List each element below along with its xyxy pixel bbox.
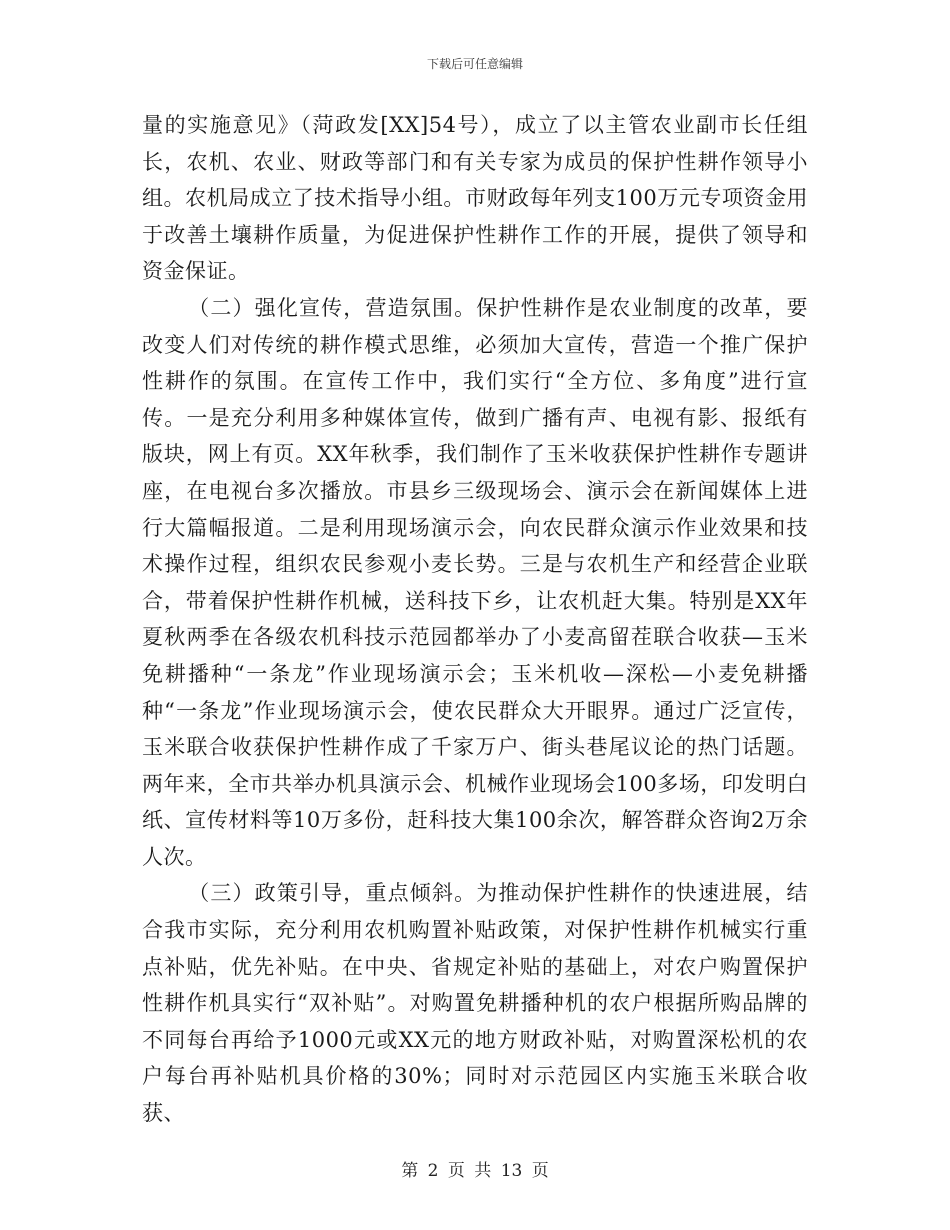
- paragraph-leadership: 量的实施意见》（菏政发[XX]54号），成立了以主管农业副市长任组长，农机、农业、财政等部门和有关专家为成员的保护性耕作领导小组。农机局成立了技术指导小组。市财政每年列支100万元专项资金用于改善土壤耕作质量，为促进保护性耕作工作的开展，提供了领导和资金保证。: [142, 113, 808, 284]
- paragraph-publicity: （二）强化宣传，营造氛围。保护性耕作是农业制度的改革，要改变人们对传统的耕作模式思维，必须加大宣传，营造一个推广保护性耕作的氛围。在宣传工作中，我们实行“全方位、多角度”进行宣传。一是充分利用多种媒体宣传，做到广播有声、电视有影、报纸有版块，网上有页。XX年秋季，我们制作了玉米收获保护性耕作专题讲座，在电视台多次播放。市县乡三级现场会、演示会在新闻媒体上进行大篇幅报道。二是利用现场演示会，向农民群众演示作业效果和技术操作过程，组织农民参观小麦长势。三是与农机生产和经营企业联合，带着保护性耕作机械，送科技下乡，让农机赶大集。特别是XX年夏秋两季在各级农机科技示范园都举办了小麦高留茬联合收获—玉米免耕播种“一条龙”作业现场演示会；玉米机收—深松—小麦免耕播种“一条龙”作业现场演示会，使农民群众大开眼界。通过广泛宣传，玉米联合收获保护性耕作成了千家万户、街头巷尾议论的热门话题。两年来，全市共举办机具演示会、机械作业现场会100多场，印发明白纸、宣传材料等10万多份，赶科技大集100余次，解答群众咨询2万余人次。: [142, 295, 808, 869]
- page-footer-number: 第 2 页 共 13 页: [401, 1161, 549, 1181]
- paragraph-policy: （三）政策引导，重点倾斜。为推动保护性耕作的快速进展，结合我市实际，充分利用农机购置补贴政策，对保护性耕作机械实行重点补贴，优先补贴。在中央、省规定补贴的基础上，对农户购置保护性耕作机具实行“双补贴”。对购置免耕播种机的农户根据所购品牌的不同每台再给予1000元或XX元的地方财政补贴，对购置深松机的农户每台再补贴机具价格的30%；同时对示范园区内实施玉米联合收获、: [142, 881, 808, 1126]
- document-body: [142, 107, 808, 1132]
- page-header-note: 下载后可任意编辑: [426, 57, 523, 71]
